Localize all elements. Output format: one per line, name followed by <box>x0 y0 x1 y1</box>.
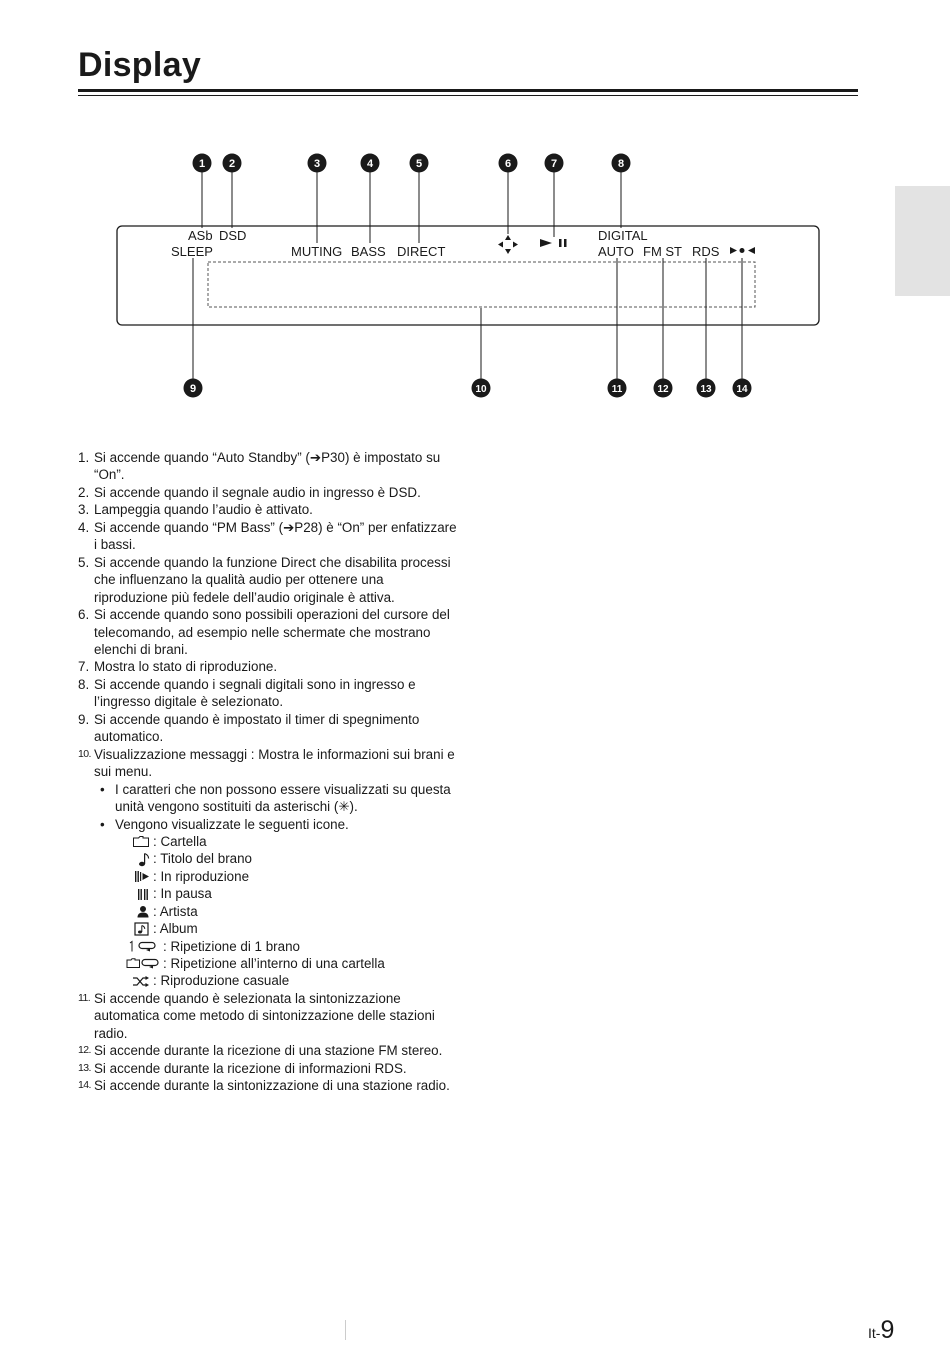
repeat-folder-icon <box>126 957 160 970</box>
indicator-fm-st: FM ST <box>643 244 682 259</box>
icon-legend-item: : Ripetizione all’interno di una cartella <box>126 955 458 972</box>
callout-13 <box>697 379 716 398</box>
indicator-rds: RDS <box>692 244 720 259</box>
artist-icon <box>126 905 150 918</box>
callout-2 <box>223 154 242 173</box>
list-item: 12. Si accende durante la ricezione di una stazione FM stereo. <box>78 1043 443 1059</box>
callout-11 <box>608 379 627 398</box>
repeat-one-icon <box>126 940 160 953</box>
page-number: It-9 <box>868 1316 895 1344</box>
tuning-icon <box>730 247 755 254</box>
callout-3 <box>308 154 327 173</box>
callout-8 <box>612 154 631 173</box>
callout-7 <box>545 154 564 173</box>
folder-icon <box>126 835 150 848</box>
page-title: Display <box>78 46 202 84</box>
svg-text:11: 11 <box>611 384 623 395</box>
list-item: 14. Si accende durante la sintonizzazione di una stazione radio. <box>78 1078 450 1094</box>
icon-legend-item: : Ripetizione di 1 brano <box>126 938 458 955</box>
icon-legend-item: : Album <box>126 920 458 937</box>
svg-text:3: 3 <box>313 158 321 170</box>
callout-1 <box>193 154 212 173</box>
indicator-sleep: SLEEP <box>171 244 213 259</box>
music-note-icon <box>126 852 150 867</box>
play-pause-icon <box>540 239 567 247</box>
svg-text:6: 6 <box>504 158 512 170</box>
svg-text:12: 12 <box>657 384 669 395</box>
display-diagram <box>0 0 950 430</box>
binding-mark <box>345 1320 346 1340</box>
svg-text:1: 1 <box>198 158 206 170</box>
callout-6 <box>499 154 518 173</box>
cursor-icon <box>498 235 518 254</box>
list-item: 8. Si accende quando i segnali digitali sono in ingresso e l’ingresso digitale è selezionato. <box>78 676 416 710</box>
icon-legend-item: : Titolo del brano <box>126 850 458 867</box>
callout-10 <box>472 379 491 398</box>
notes-list <box>78 449 458 1095</box>
bullet-item: • I caratteri che non possono essere visualizzati su questa unità vengono sostituiti da asterischi (✳). <box>98 781 458 816</box>
bullet-item: • Vengono visualizzate le seguenti icone. <box>98 816 458 833</box>
svg-text:13: 13 <box>700 384 712 395</box>
indicator-muting: MUTING <box>291 244 343 259</box>
shuffle-icon <box>126 975 150 988</box>
list-item: 5. Si accende quando la funzione Direct che disabilita processi che influenzano la qualità audio per ottenere una riproduzione più fedele dell’audio originale è attiva. <box>78 554 451 605</box>
indicator-auto: AUTO <box>598 244 634 259</box>
album-icon <box>126 922 150 936</box>
svg-text:14: 14 <box>736 384 748 395</box>
svg-text:7: 7 <box>550 158 558 170</box>
list-item: 2. Si accende quando il segnale audio in ingresso è DSD. <box>78 484 421 500</box>
icon-legend-item: : Artista <box>126 903 458 920</box>
list-item: 4. Si accende quando “PM Bass” (➔P28) è “On” per enfatizzare i bassi. <box>78 519 457 553</box>
list-item: 3. Lampeggia quando l’audio è attivato. <box>78 502 313 518</box>
message-display-area <box>208 262 755 307</box>
svg-text:10: 10 <box>475 384 487 395</box>
list-item: 7. Mostra lo stato di riproduzione. <box>78 659 278 675</box>
callout-5 <box>410 154 429 173</box>
list-item: 9. Si accende quando è impostato il timer di spegnimento automatico. <box>78 711 420 745</box>
svg-text:9: 9 <box>189 383 197 395</box>
callout-14 <box>733 379 752 398</box>
list-item: 11. Si accende quando è selezionata la sintonizzazione automatica come metodo di sintonizzazione delle stazioni radio. <box>78 990 435 1041</box>
arrow-right-icon: ➔ <box>309 450 322 465</box>
svg-text:8: 8 <box>617 158 625 170</box>
list-item: 6. Si accende quando sono possibili operazioni del cursore del telecomando, ad esempio nelle schermate che mostrano elenchi di brani. <box>78 607 450 657</box>
indicator-direct: DIRECT <box>397 244 446 259</box>
asterisk-symbol: ✳ <box>338 799 350 815</box>
callout-9 <box>184 379 203 398</box>
list-item: 1. Si accende quando “Auto Standby” (➔P30) è impostato su “On”. <box>78 450 441 483</box>
icon-legend-item: : In pausa <box>126 885 458 902</box>
svg-text:2: 2 <box>228 158 236 170</box>
pause-icon <box>126 888 150 901</box>
icon-legend-item: : In riproduzione <box>126 868 458 885</box>
svg-text:4: 4 <box>366 158 374 170</box>
icon-legend <box>94 833 458 990</box>
svg-text:5: 5 <box>415 158 423 170</box>
callout-4 <box>361 154 380 173</box>
callout-12 <box>654 379 673 398</box>
list-item: 10. Visualizzazione messaggi : Mostra le informazioni sui brani e sui menu. • I caratteri che non possono essere visualizzati su questa unità vengono sostituiti da asterischi (✳). • Vengono visualizzate le seguenti icone. : Cartella : Titolo del brano : In riproduzione : In pausa : Artista : Album : Ripetizione di 1 brano : Ripetizione all’interno di una cartella : Riproduzione casuale <box>78 746 458 990</box>
indicator-dsd: DSD <box>219 228 247 243</box>
icon-legend-item: : Riproduzione casuale <box>126 972 458 989</box>
play-icon <box>126 870 150 883</box>
arrow-right-icon: ➔ <box>283 519 295 535</box>
indicator-asb: ASb <box>188 228 213 243</box>
indicator-bass: BASS <box>351 244 386 259</box>
icon-legend-item: : Cartella <box>126 833 458 850</box>
list-item: 13. Si accende durante la ricezione di informazioni RDS. <box>78 1060 407 1076</box>
indicator-digital: DIGITAL <box>598 228 648 243</box>
